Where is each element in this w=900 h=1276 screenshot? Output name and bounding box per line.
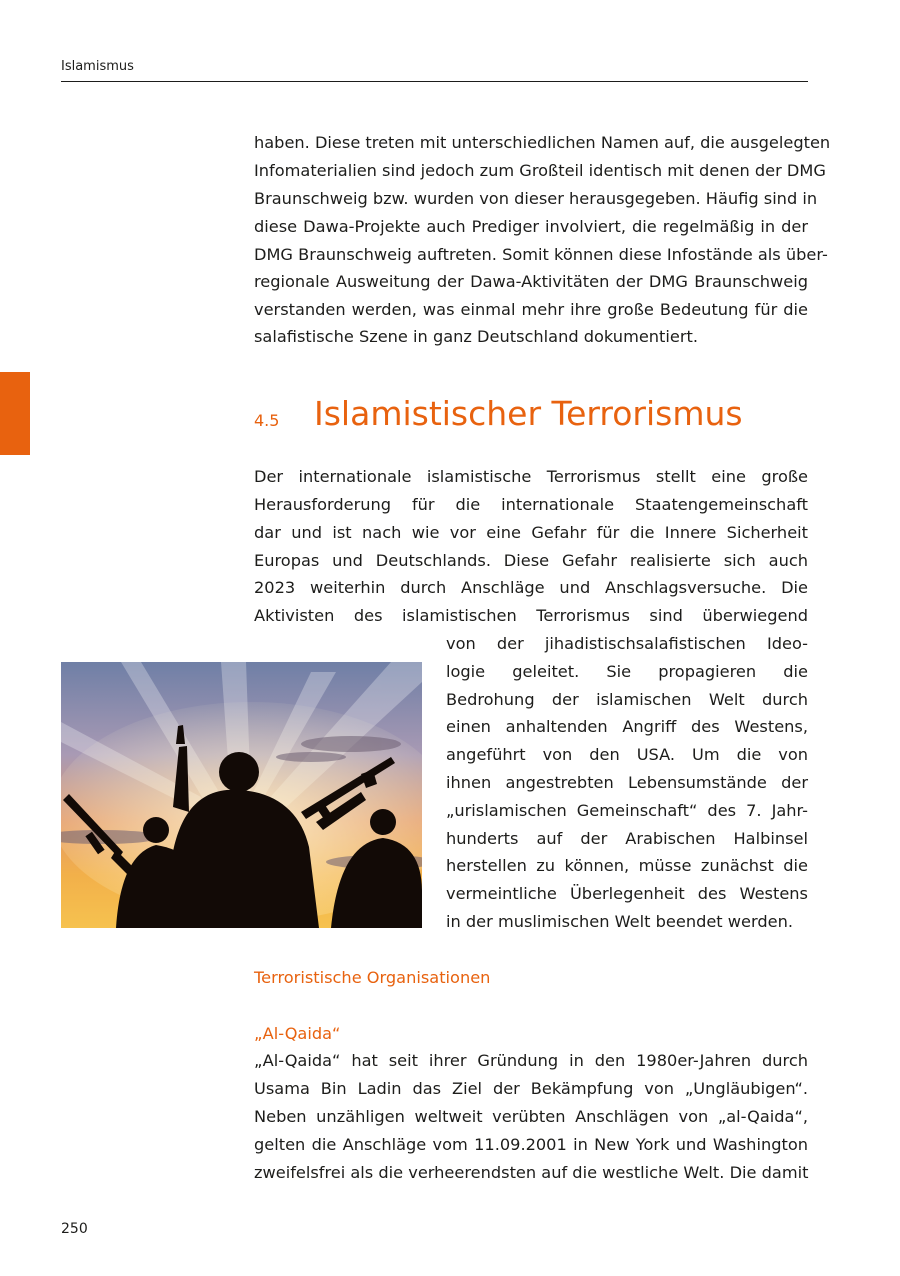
body-line: dar und ist nach wie vor eine Gefahr für die Innere Sicherheit <box>254 523 808 542</box>
body-line: Europas und Deutschlands. Diese Gefahr realisierte sich auch <box>254 551 808 570</box>
body-line: von der jihadistischsalafistischen Ideo- <box>446 634 808 653</box>
intro-line: haben. Diese treten mit unterschiedlichen Namen auf, die ausgelegten <box>254 133 831 152</box>
body-line: hunderts auf der Arabischen Halbinsel <box>446 829 808 848</box>
body-line: „urislamischen Gemeinschaft“ des 7. Jahr- <box>446 801 808 820</box>
body-line: „Al-Qaida“ hat seit ihrer Gründung in den 1980er-Jahren durch <box>254 1051 808 1070</box>
running-head: Islamismus <box>61 59 134 74</box>
body-line: zweifelsfrei als die verheerendsten auf die westliche Welt. Die damit <box>254 1163 809 1182</box>
body-line: Herausforderung für die internationale Staatengemeinschaft <box>254 495 808 514</box>
body-line: einen anhaltenden Angriff des Westens, <box>446 717 808 736</box>
intro-line: diese Dawa-Projekte auch Prediger involviert, die regelmäßig in der <box>254 217 808 236</box>
intro-line: DMG Braunschweig auftreten. Somit können diese Infostände als über- <box>254 245 828 264</box>
body-line: in der muslimischen Welt beendet werden. <box>446 912 794 931</box>
body-line: Der internationale islamistische Terrorismus stellt eine große <box>254 467 808 486</box>
body-line: Aktivisten des islamistischen Terrorismus sind überwiegend <box>254 606 808 625</box>
intro-line: salafistische Szene in ganz Deutschland dokumentiert. <box>254 327 699 346</box>
body-line: herstellen zu können, müsse zunächst die <box>446 856 808 875</box>
body-line: logie geleitet. Sie propagieren die <box>446 662 808 681</box>
body-line: Bedrohung der islamischen Welt durch <box>446 690 808 709</box>
intro-line: regionale Ausweitung der Dawa-Aktivitäten der DMG Braunschweig <box>254 272 808 291</box>
intro-line: Braunschweig bzw. wurden von dieser herausgegeben. Häufig sind in <box>254 189 818 208</box>
body-line: Usama Bin Ladin das Ziel der Bekämpfung von „Ungläubigen“. <box>254 1079 808 1098</box>
body-line: vermeintliche Überlegenheit des Westens <box>446 884 808 903</box>
body-line: 2023 weiterhin durch Anschläge und Anschlagsversuche. Die <box>254 578 808 597</box>
body-line: gelten die Anschläge vom 11.09.2001 in New York und Washington <box>254 1135 808 1154</box>
subsection-title: Terroristische Organisationen <box>254 968 491 987</box>
chapter-tab <box>0 372 30 455</box>
page-number: 250 <box>61 1221 88 1237</box>
body-line: ihnen angestrebten Lebensumstände der <box>446 773 808 792</box>
body-line: Neben unzähligen weltweit verübten Anschlägen von „al-Qaida“, <box>254 1107 808 1126</box>
intro-line: Infomaterialien sind jedoch zum Großteil identisch mit denen der DMG <box>254 161 826 180</box>
body-line: angeführt von den USA. Um die von <box>446 745 808 764</box>
organization-title: „Al-Qaida“ <box>254 1024 341 1043</box>
section-number: 4.5 <box>254 411 280 430</box>
intro-line: verstanden werden, was einmal mehr ihre große Bedeutung für die <box>254 300 808 319</box>
terrorists-silhouette-photo <box>61 662 422 928</box>
section-title: Islamistischer Terrorismus <box>314 394 743 433</box>
header-rule <box>61 81 808 82</box>
